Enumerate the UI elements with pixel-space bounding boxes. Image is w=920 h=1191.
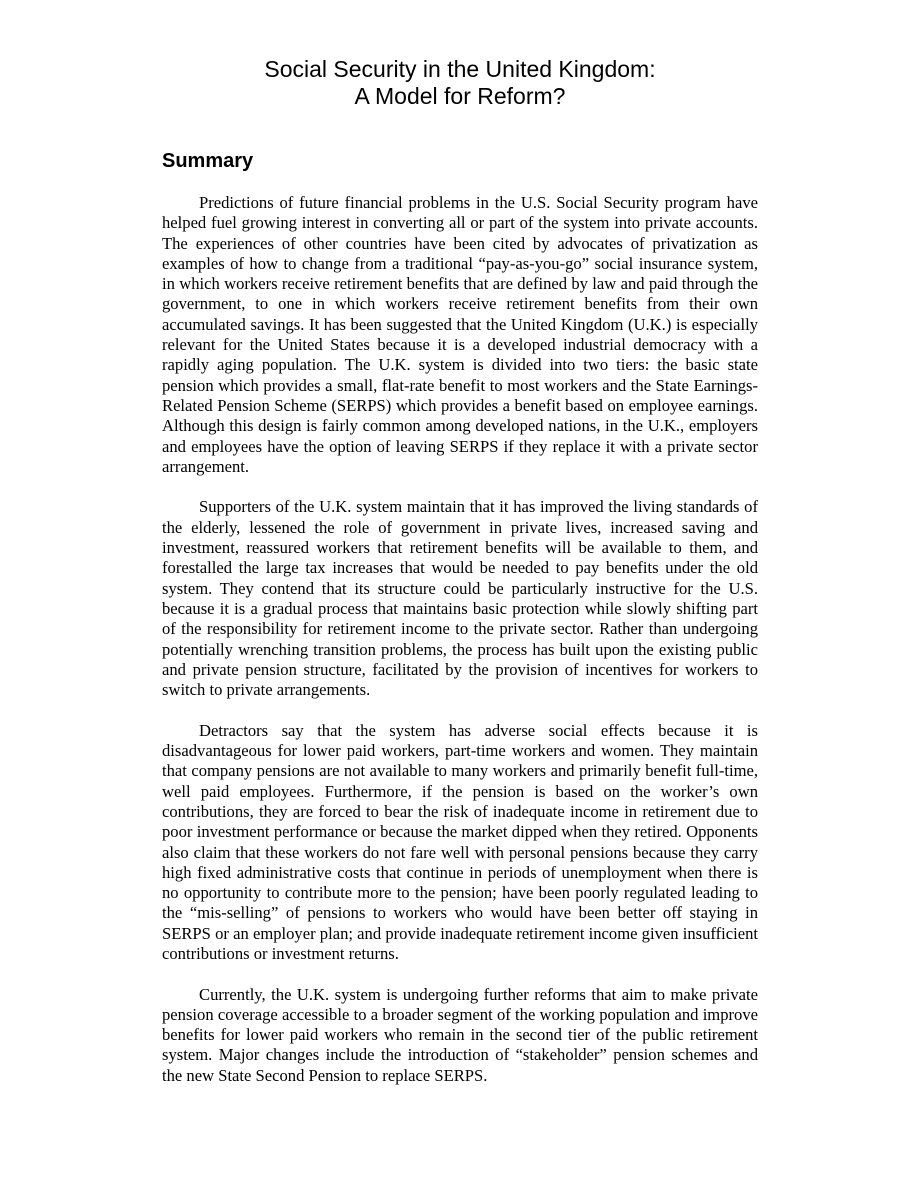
paragraph-3: Detractors say that the system has adverse social effects because it is disadvantageous for lower paid workers, part-time workers and women. They maintain that company pensions are not available to many workers and primarily benefit full-time, well paid employees. Furthermore, if the pension is based on the worker’s own contributions, they are forced to bear the risk of inadequate income in retirement due to poor investment performance or because the market dipped when they retired. Opponents also claim that these workers do not fare well with personal pensions because they carry high fixed administrative costs that continue in periods of unemployment when there is no opportunity to contribute more to the pension; have been poorly regulated leading to the “mis-selling” of pensions to workers who would have been better off staying in SERPS or an employer plan; and provide inadequate retirement income given insufficient contributions or investment returns. [162, 720, 758, 963]
section-heading-summary: Summary [162, 150, 254, 172]
paragraph-2: Supporters of the U.K. system maintain that it has improved the living standards of the elderly, lessened the role of government in private lives, increased saving and investment, reassured workers that retirement benefits will be available to them, and forestalled the large tax increases that would be needed to pay benefits under the old system. They contend that its structure could be particularly instructive for the U.S. because it is a gradual process that maintains basic protection while slowly shifting part of the responsibility for retirement income to the private sector. Rather than undergoing potentially wrenching transition problems, the process has built upon the existing public and private pension structure, facilitated by the provision of incentives for workers to switch to private arrangements. [162, 497, 758, 700]
title-line-1: Social Security in the United Kingdom: [264, 56, 656, 82]
paragraph-1: Predictions of future financial problems in the U.S. Social Security program have helped fuel growing interest in converting all or part of the system into private accounts. The experiences of other countries have been cited by advocates of privatization as examples of how to change from a traditional “pay-as-you-go” social insurance system, in which workers receive retirement benefits that are defined by law and paid through the government, to one in which workers receive retirement benefits from their own accumulated savings. It has been suggested that the United Kingdom (U.K.) is especially relevant for the United States because it is a developed industrial democracy with a rapidly aging population. The U.K. system is divided into two tiers: the basic state pension which provides a small, flat-rate benefit to most workers and the State Earnings-Related Pension Scheme (SERPS) which provides a benefit based on employee earnings. Although this design is fairly common among developed nations, in the U.K., employers and employees have the option of leaving SERPS if they replace it with a private sector arrangement. [162, 193, 758, 476]
document-title [0, 56, 920, 110]
title-line-2: A Model for Reform? [354, 83, 566, 109]
summary-body [162, 193, 758, 1086]
paragraph-4: Currently, the U.K. system is undergoing further reforms that aim to make private pension coverage accessible to a broader segment of the working population and improve benefits for lower paid workers who remain in the second tier of the public retirement system. Major changes include the introduction of “stakeholder” pension schemes and the new State Second Pension to replace SERPS. [162, 984, 758, 1085]
